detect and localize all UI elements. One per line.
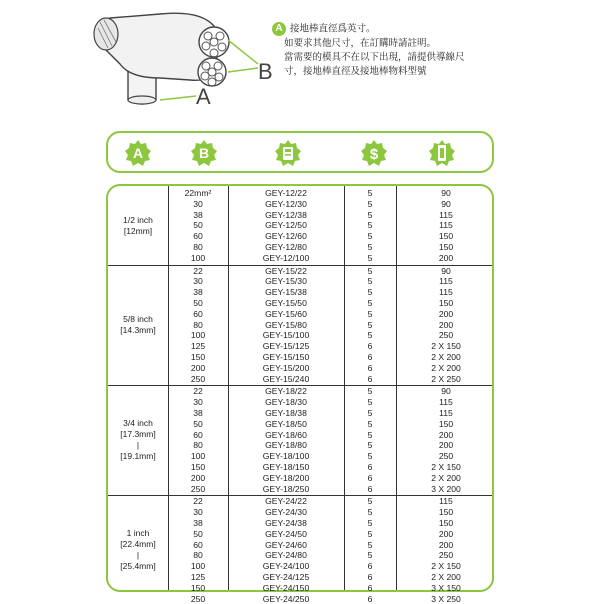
table-row (168, 287, 492, 298)
table-row (168, 540, 492, 551)
price-code-cell: 5 (367, 287, 373, 298)
table-row (168, 374, 492, 385)
label-b: B (258, 59, 273, 84)
table-header (106, 131, 494, 173)
table-row (168, 188, 492, 199)
cartridge-cell: 200 (438, 528, 454, 539)
price-code-cell: 5 (367, 507, 373, 518)
note-block (272, 22, 592, 79)
price-code-cell: 6 (367, 472, 373, 483)
price-code-cell: 5 (367, 397, 373, 408)
table-row (168, 330, 492, 341)
rod-diameter-line: [12mm] (123, 225, 153, 236)
part-number-cell: GEY-12/100 (262, 252, 310, 263)
table-row (168, 507, 492, 518)
price-code-cell: 6 (367, 341, 373, 352)
cartridge-cell: 150 (438, 231, 454, 242)
part-number-cell: GEY-24/22 (265, 496, 307, 507)
table-row (168, 572, 492, 583)
cable-size-cell: 38 (193, 287, 203, 298)
data-table (106, 184, 494, 604)
cable-size-cell: 30 (193, 507, 203, 518)
part-number-cell: GEY-15/100 (262, 330, 310, 341)
price-code-cell: 5 (367, 242, 373, 252)
part-number-cell: GEY-12/30 (265, 198, 307, 209)
cartridge-cell: 200 (438, 308, 454, 319)
cable-size-cell: 50 (193, 528, 203, 539)
part-number-cell: GEY-15/80 (265, 319, 307, 330)
price-code-cell: 5 (367, 518, 373, 528)
part-number-cell: GEY-12/38 (265, 209, 307, 220)
table-row (168, 419, 492, 430)
price-code-cell: 6 (367, 582, 373, 593)
price-code-cell: 5 (367, 418, 373, 429)
price-code-cell: 6 (367, 572, 373, 582)
part-number-cell: GEY-18/50 (265, 418, 307, 429)
price-code-cell: 5 (367, 231, 373, 242)
price-code-cell: 5 (367, 265, 373, 276)
price-code-cell: 5 (367, 496, 373, 507)
table-row (168, 518, 492, 529)
table-row (168, 594, 492, 604)
part-number-cell: GEY-24/100 (262, 561, 310, 572)
cable-size-cell: 250 (190, 373, 206, 384)
rod-diameter-line: 1 inch (126, 528, 150, 539)
price-code-cell: 6 (367, 462, 373, 472)
cartridge-cell: 90 (441, 265, 451, 276)
part-number-cell: GEY-24/60 (265, 539, 307, 550)
cartridge-cell: 2 X 150 (431, 561, 461, 572)
table-row (168, 220, 492, 231)
price-code-cell: 5 (367, 429, 373, 440)
cartridge-cell: 2 X 200 (431, 352, 461, 362)
table-row (168, 242, 492, 253)
table-row (168, 561, 492, 572)
part-number-cell: GEY-24/150 (262, 582, 310, 593)
cable-size-cell: 50 (193, 298, 203, 308)
rod-diameter-line: [14.3mm] (120, 325, 156, 335)
part-number-cell: GEY-12/50 (265, 220, 307, 231)
cable-size-cell: 100 (190, 451, 206, 462)
price-code-cell: 5 (367, 198, 373, 209)
cartridge-cell: 150 (438, 518, 454, 528)
table-row (168, 529, 492, 540)
part-number-cell: GEY-24/250 (262, 593, 310, 604)
price-code-cell: 6 (367, 373, 373, 384)
part-number-cell: GEY-15/150 (262, 352, 310, 362)
price-code-cell: 5 (367, 550, 373, 561)
price-code-cell: 5 (367, 220, 373, 231)
price-code-cell: 5 (367, 330, 373, 341)
cable-size-cell: 60 (193, 429, 203, 440)
table-row (168, 462, 492, 473)
cartridge-cell: 3 X 250 (431, 593, 461, 604)
price-code-cell: 5 (367, 408, 373, 418)
cartridge-cell: 2 X 150 (431, 341, 461, 352)
price-code-cell: 6 (367, 362, 373, 373)
table-row (168, 440, 492, 451)
table-row (168, 341, 492, 352)
table-row (168, 320, 492, 331)
table-row (168, 210, 492, 221)
cartridge-cell: 200 (438, 440, 454, 451)
note-line-1: 接地棒直徑爲英寸。 (290, 23, 376, 35)
table-row (168, 199, 492, 210)
cartridge-cell: 2 X 200 (431, 472, 461, 483)
cartridge-cell: 250 (438, 550, 454, 561)
part-number-cell: GEY-24/38 (265, 518, 307, 528)
cable-size-cell: 38 (193, 209, 203, 220)
cable-size-cell: 150 (190, 462, 206, 472)
price-code-cell: 5 (367, 451, 373, 462)
cartridge-cell: 150 (438, 242, 454, 252)
cable-size-cell: 22 (193, 265, 203, 276)
part-number-cell: GEY-18/30 (265, 397, 307, 408)
rod-diameter-line: | (136, 550, 140, 561)
table-row (168, 266, 492, 277)
part-number-cell: GEY-15/125 (262, 341, 310, 352)
part-number-cell: GEY-18/38 (265, 408, 307, 418)
cable-size-cell: 125 (190, 572, 206, 582)
cable-size-cell: 100 (190, 561, 206, 572)
cartridge-cell: 150 (438, 298, 454, 308)
cartridge-cell: 3 X 200 (431, 483, 461, 494)
rod-diameter-line: [19.1mm] (120, 451, 156, 462)
table-row (168, 408, 492, 419)
column-a-icon (124, 139, 152, 167)
cartridge-cell: 115 (439, 496, 453, 507)
table-row (168, 430, 492, 441)
cartridge-cell: 250 (438, 451, 454, 462)
note-line-4: 寸，接地棒直徑及接地棒物料型號 (284, 65, 427, 77)
cable-size-cell: 22 (193, 386, 203, 397)
cable-size-cell: 30 (193, 276, 203, 287)
cable-size-cell: 60 (193, 308, 203, 319)
part-number-cell: GEY-18/100 (262, 451, 310, 462)
table-row (168, 253, 492, 264)
rod-diameter-line: 1/2 inch (123, 214, 153, 225)
price-code-cell: 5 (367, 298, 373, 308)
tool-icon (274, 139, 302, 167)
rod-diameter-line: [22.4mm] (120, 539, 156, 550)
cartridge-cell: 3 X 150 (431, 582, 461, 593)
price-code-cell: 6 (367, 483, 373, 494)
part-number-cell: GEY-18/200 (262, 472, 310, 483)
price-code-cell: 5 (367, 440, 373, 451)
table-row (168, 451, 492, 462)
part-number-cell: GEY-24/125 (262, 572, 310, 582)
cartridge-cell: 200 (438, 319, 454, 330)
price-code-cell: 5 (367, 539, 373, 550)
part-number-cell: GEY-24/80 (265, 550, 307, 561)
rod-diameter-line: 3/4 inch (123, 418, 153, 429)
price-code-cell: 5 (367, 528, 373, 539)
price-code-cell: 5 (367, 386, 373, 397)
table-row (168, 484, 492, 495)
cable-size-cell: 80 (193, 319, 203, 330)
cable-size-cell: 100 (190, 252, 206, 263)
price-code-cell: 6 (367, 352, 373, 362)
cable-size-cell: 80 (193, 242, 203, 252)
part-number-cell: GEY-12/80 (265, 242, 307, 252)
cable-size-cell: 250 (190, 483, 206, 494)
cartridge-cell: 2 X 150 (431, 462, 461, 472)
part-number-cell: GEY-15/240 (262, 373, 310, 384)
svg-text:B: B (198, 145, 210, 161)
cable-size-cell: 60 (193, 231, 203, 242)
cartridge-cell: 150 (438, 507, 454, 518)
table-row (168, 583, 492, 594)
part-number-cell: GEY-24/30 (265, 507, 307, 518)
cartridge-cell: 115 (439, 408, 453, 418)
table-row (168, 496, 492, 507)
cartridge-cell: 2 X 250 (431, 373, 461, 384)
cartridge-cell: 200 (438, 539, 454, 550)
cable-size-cell: 200 (190, 362, 206, 373)
table-row (168, 550, 492, 561)
svg-text:A: A (132, 145, 144, 161)
part-number-cell: GEY-24/50 (265, 528, 307, 539)
cartridge-cell: 115 (439, 287, 453, 298)
cable-size-cell: 125 (190, 341, 206, 352)
cable-size-cell: 200 (190, 472, 206, 483)
part-number-cell: GEY-15/200 (262, 362, 310, 373)
cartridge-cell: 90 (441, 188, 451, 198)
cable-size-cell: 150 (190, 352, 206, 362)
cartridge-cell: 115 (439, 276, 453, 287)
table-row (168, 276, 492, 287)
rod-diameter-line: | (136, 440, 140, 451)
cartridge-cell: 115 (439, 397, 453, 408)
table-row (168, 231, 492, 242)
cartridge-cell: 115 (439, 209, 453, 220)
rod-diameter-line: [25.4mm] (120, 561, 156, 572)
price-code-cell: 6 (367, 593, 373, 604)
cartridge-cell: 250 (438, 330, 454, 341)
label-a: A (196, 84, 211, 109)
cartridge-cell: 2 X 200 (431, 572, 461, 582)
part-number-cell: GEY-12/22 (265, 188, 307, 198)
price-code-cell: 5 (367, 188, 373, 198)
price-code-cell: 5 (367, 319, 373, 330)
rod-diameter-label (108, 528, 168, 572)
cable-size-cell: 22 (193, 496, 203, 507)
cable-size-cell: 50 (193, 418, 203, 429)
cable-size-cell: 150 (190, 582, 206, 593)
part-number-cell: GEY-18/250 (262, 483, 310, 494)
cable-size-cell: 22mm² (184, 188, 212, 198)
table-row (168, 473, 492, 484)
column-b-icon (190, 139, 218, 167)
table-row (168, 363, 492, 374)
svg-text:$: $ (369, 146, 379, 163)
cable-size-cell: 250 (190, 593, 206, 604)
cable-size-cell: 100 (190, 330, 206, 341)
cable-size-cell: 80 (193, 550, 203, 561)
a-badge-icon: A (272, 22, 286, 36)
part-number-cell: GEY-15/30 (265, 276, 307, 287)
rod-diameter-line: 5/8 inch (123, 314, 153, 324)
note-line-2: 如要求其他尺寸，在訂購時請註明。 (284, 37, 437, 49)
part-number-cell: GEY-18/22 (265, 386, 307, 397)
part-number-cell: GEY-18/150 (262, 462, 310, 472)
cartridge-cell: 90 (441, 386, 451, 397)
part-number-cell: GEY-15/22 (265, 265, 307, 276)
price-code-cell: 6 (367, 561, 373, 572)
dollar-icon (360, 139, 388, 167)
cable-size-cell: 30 (193, 397, 203, 408)
price-code-cell: 5 (367, 308, 373, 319)
cable-size-cell: 80 (193, 440, 203, 451)
rod-diameter-label (108, 215, 168, 237)
rod-diameter-label (108, 314, 168, 336)
part-number-cell: GEY-15/38 (265, 287, 307, 298)
cable-size-cell: 38 (193, 408, 203, 418)
table-row (168, 309, 492, 320)
table-row (168, 298, 492, 309)
cartridge-cell: 200 (438, 252, 454, 263)
price-code-cell: 5 (367, 276, 373, 287)
cable-size-cell: 60 (193, 539, 203, 550)
part-number-cell: GEY-12/60 (265, 231, 307, 242)
table-row (168, 386, 492, 397)
cartridge-cell: 2 X 200 (431, 362, 461, 373)
cartridge-cell: 115 (439, 220, 453, 231)
table-row (168, 352, 492, 363)
cable-size-cell: 30 (193, 198, 203, 209)
cable-size-cell: 38 (193, 518, 203, 528)
rod-diameter-label (108, 418, 168, 462)
note-line-3: 當需要的模具不在以下出現，請提供導線尺 (284, 51, 465, 63)
cartridge-icon (428, 139, 456, 167)
part-number-cell: GEY-18/80 (265, 440, 307, 451)
cartridge-cell: 90 (441, 198, 451, 209)
cartridge-cell: 200 (438, 429, 454, 440)
part-number-cell: GEY-15/50 (265, 298, 307, 308)
price-code-cell: 5 (367, 252, 373, 263)
part-number-cell: GEY-18/60 (265, 429, 307, 440)
part-number-cell: GEY-15/60 (265, 308, 307, 319)
table-row (168, 397, 492, 408)
cartridge-cell: 150 (438, 418, 454, 429)
price-code-cell: 5 (367, 209, 373, 220)
rod-diameter-line: [17.3mm] (120, 429, 156, 440)
cable-size-cell: 50 (193, 220, 203, 231)
